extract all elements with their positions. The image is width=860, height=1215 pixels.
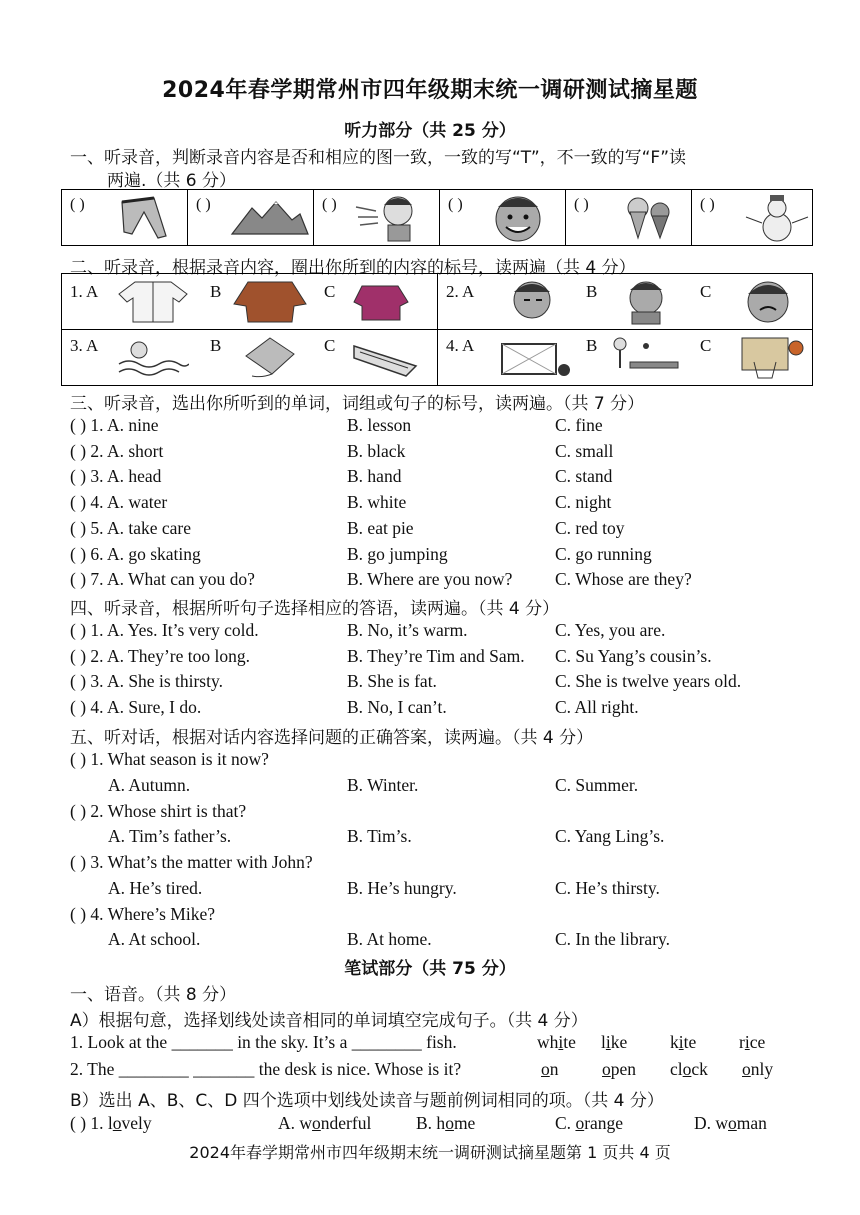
word-option[interactable]: kite bbox=[670, 1032, 697, 1052]
writing1-heading: 一、语音。（共 8 分） bbox=[70, 985, 237, 1005]
question-item[interactable]: ( ) 2. A. They’re too long. bbox=[70, 645, 250, 666]
choice-option[interactable]: B. At home. bbox=[347, 929, 432, 950]
word-option[interactable]: only bbox=[742, 1059, 774, 1079]
answer-blank[interactable]: ( ) bbox=[448, 196, 463, 213]
part2-q2-cell bbox=[438, 274, 813, 330]
choice-option[interactable]: B. No, it’s warm. bbox=[347, 620, 468, 640]
choice-option[interactable]: B. go jumping bbox=[347, 543, 448, 564]
choice-option[interactable]: C. All right. bbox=[555, 697, 639, 718]
option-label[interactable]: C bbox=[700, 336, 712, 355]
option-label[interactable]: C bbox=[700, 282, 712, 301]
part1-cell-2 bbox=[188, 190, 314, 246]
choice-option[interactable]: C. Whose are they? bbox=[555, 569, 692, 590]
kite-icon bbox=[232, 334, 308, 380]
choice-option[interactable]: C. fine bbox=[555, 415, 603, 435]
word-option[interactable]: rice bbox=[739, 1032, 766, 1052]
smiling-face-icon bbox=[486, 193, 550, 243]
choice-option[interactable]: C. night bbox=[555, 492, 612, 513]
choice-option[interactable]: C. red toy bbox=[555, 517, 625, 538]
question-item[interactable]: ( ) 2. Whose shirt is that? bbox=[70, 800, 247, 821]
part2-q3-cell bbox=[62, 330, 438, 386]
phonics-b-option-a[interactable]: A. wonderful bbox=[278, 1113, 372, 1133]
choice-option[interactable]: C. small bbox=[555, 440, 614, 461]
question-item[interactable]: ( ) 5. A. take care bbox=[70, 517, 191, 538]
option-label[interactable]: C bbox=[324, 336, 336, 355]
word-option[interactable]: clock bbox=[670, 1059, 708, 1079]
option-label[interactable]: 1. A bbox=[70, 282, 99, 301]
choice-option[interactable]: B. hand bbox=[347, 466, 402, 487]
option-label[interactable]: B bbox=[210, 336, 222, 355]
thirsty-boy-icon bbox=[724, 276, 810, 326]
question-item[interactable]: ( ) 4. Where’s Mike? bbox=[70, 903, 215, 924]
choice-option[interactable]: C. go running bbox=[555, 543, 652, 564]
part1-heading: 一、听录音，判断录音内容是否和相应的图一致，一致的写“T”，不一致的写“F”读 bbox=[70, 148, 687, 168]
part1-picture-table bbox=[61, 189, 813, 246]
listening-section-header: 听力部分（共 25 分） bbox=[344, 121, 516, 141]
part2-q1-cell bbox=[62, 274, 438, 330]
question-item[interactable]: ( ) 1. A. Yes. It’s very cold. bbox=[70, 620, 259, 640]
part2-picture-table bbox=[61, 273, 813, 386]
phonics-sentence-1: 1. Look at the _______ in the sky. It’s a ________ fish. bbox=[70, 1032, 457, 1052]
phonics-sentence-2: 2. The ________ _______ the desk is nice. Whose is it? bbox=[70, 1059, 462, 1079]
choice-option[interactable]: B. He’s hungry. bbox=[347, 877, 457, 898]
question-item[interactable]: ( ) 1. A. nine bbox=[70, 415, 159, 435]
question-item[interactable]: ( ) 7. A. What can you do? bbox=[70, 569, 255, 590]
choice-option[interactable]: C. stand bbox=[555, 466, 613, 487]
sweater-icon bbox=[350, 282, 412, 324]
choice-option[interactable]: B. They’re Tim and Sam. bbox=[347, 645, 525, 666]
choice-option[interactable]: B. black bbox=[347, 440, 406, 461]
word-option[interactable]: like bbox=[601, 1032, 628, 1052]
snowman-icon bbox=[742, 193, 812, 243]
option-label[interactable]: B bbox=[586, 282, 598, 301]
word-option[interactable]: white bbox=[537, 1032, 576, 1052]
question-item[interactable]: ( ) 4. A. Sure, I do. bbox=[70, 697, 202, 718]
coat-icon bbox=[232, 278, 308, 324]
option-label[interactable]: C bbox=[324, 282, 336, 301]
choice-option[interactable]: B. white bbox=[347, 492, 407, 513]
part5-heading: 五、听对话，根据对话内容选择问题的正确答案，读两遍。（共 4 分） bbox=[70, 728, 594, 748]
part3-heading: 三、听录音，选出你所听到的单词，词组或句子的标号，读两遍。（共 7 分） bbox=[70, 394, 645, 414]
part4-heading: 四、听录音，根据所听句子选择相应的答语，读两遍。（共 4 分） bbox=[70, 599, 560, 619]
answer-blank[interactable]: ( ) bbox=[196, 196, 211, 213]
choice-option[interactable]: B. eat pie bbox=[347, 517, 414, 538]
part1-cell-6 bbox=[692, 190, 813, 246]
choice-option[interactable]: B. She is fat. bbox=[347, 671, 437, 692]
option-label[interactable]: 2. A bbox=[446, 282, 475, 301]
choice-option[interactable]: B. Where are you now? bbox=[347, 569, 513, 590]
phonics-b-option-b[interactable]: B. home bbox=[416, 1113, 476, 1133]
question-item[interactable]: ( ) 4. A. water bbox=[70, 492, 168, 513]
writing1-subA: A）根据句意，选择划线处读音相同的单词填空完成句子。（共 4 分） bbox=[70, 1011, 588, 1031]
choice-option[interactable]: B. lesson bbox=[347, 415, 412, 435]
choice-option[interactable]: C. Yang Ling’s. bbox=[555, 826, 665, 847]
swimming-icon bbox=[117, 336, 189, 380]
option-label[interactable]: B bbox=[210, 282, 222, 301]
part1-cell-4 bbox=[440, 190, 566, 246]
choice-option[interactable]: B. No, I can’t. bbox=[347, 697, 447, 718]
choice-option[interactable]: A. Tim’s father’s. bbox=[108, 826, 232, 847]
ice-cream-icon bbox=[622, 194, 678, 242]
question-item[interactable]: ( ) 3. A. head bbox=[70, 466, 162, 487]
word-option[interactable]: open bbox=[602, 1059, 637, 1079]
boat-icon bbox=[350, 336, 420, 380]
writing1-subB: B）选出 A、B、C、D 四个选项中划线处读音与题前例词相同的项。（共 4 分） bbox=[70, 1091, 664, 1111]
trousers-icon bbox=[114, 196, 174, 240]
page-footer: 2024年春学期常州市四年级期末统一调研测试摘星题第 1 页共 4 页 bbox=[189, 1143, 671, 1162]
mountains-icon bbox=[230, 198, 310, 238]
part1-cell-5 bbox=[566, 190, 692, 246]
tired-boy-icon bbox=[490, 276, 574, 326]
answer-blank[interactable]: ( ) bbox=[322, 196, 337, 213]
page-title: 2024年春学期常州市四年级期末统一调研测试摘星题 bbox=[162, 78, 698, 103]
choice-option[interactable]: B. Tim’s. bbox=[347, 826, 412, 847]
choice-option[interactable]: A. He’s tired. bbox=[108, 877, 203, 898]
answer-blank[interactable]: ( ) bbox=[574, 196, 589, 213]
phonics-b-option-c[interactable]: C. orange bbox=[555, 1113, 624, 1133]
shirt-icon bbox=[117, 278, 189, 324]
question-item[interactable]: ( ) 1. What season is it now? bbox=[70, 749, 269, 769]
choice-option[interactable]: C. Su Yang’s cousin’s. bbox=[555, 645, 712, 666]
question-item[interactable]: ( ) 3. What’s the matter with John? bbox=[70, 852, 313, 872]
phonics-b-question-1: ( ) 1. lovely bbox=[70, 1113, 152, 1133]
choice-option[interactable]: A. At school. bbox=[108, 929, 201, 950]
option-label[interactable]: 4. A bbox=[446, 336, 475, 355]
phonics-b-option-d[interactable]: D. woman bbox=[694, 1113, 767, 1133]
football-goal-icon bbox=[498, 336, 574, 380]
word-option[interactable]: on bbox=[541, 1059, 559, 1079]
option-label[interactable]: B bbox=[586, 336, 598, 355]
question-item[interactable]: ( ) 2. A. short bbox=[70, 440, 164, 461]
part2-heading: 二、听录音，根据录音内容，圈出你所到的内容的标号，读两遍（共 4 分） bbox=[70, 258, 636, 278]
choice-option[interactable]: C. She is twelve years old. bbox=[555, 671, 742, 692]
answer-blank[interactable]: ( ) bbox=[700, 196, 715, 213]
option-label[interactable]: 3. A bbox=[70, 336, 99, 355]
basketball-hoop-icon bbox=[736, 334, 806, 380]
cold-boy-icon bbox=[352, 193, 436, 243]
hungry-boy-icon bbox=[608, 276, 686, 326]
choice-option[interactable]: C. Summer. bbox=[555, 774, 639, 795]
part1-cell-1 bbox=[62, 190, 188, 246]
choice-option[interactable]: B. Winter. bbox=[347, 774, 419, 795]
choice-option[interactable]: C. He’s thirsty. bbox=[555, 877, 660, 898]
question-item[interactable]: ( ) 6. A. go skating bbox=[70, 543, 201, 564]
part1-cell-3 bbox=[314, 190, 440, 246]
choice-option[interactable]: A. Autumn. bbox=[108, 774, 191, 795]
choice-option[interactable]: C. Yes, you are. bbox=[555, 620, 666, 640]
question-item[interactable]: ( ) 3. A. She is thirsty. bbox=[70, 671, 223, 692]
table-tennis-icon bbox=[606, 334, 682, 380]
writing-section-header: 笔试部分（共 75 分） bbox=[344, 959, 516, 979]
choice-option[interactable]: C. In the library. bbox=[555, 929, 671, 950]
part1-heading-cont: 两遍.（共 6 分） bbox=[107, 171, 237, 191]
answer-blank[interactable]: ( ) bbox=[70, 196, 85, 213]
part2-q4-cell bbox=[438, 330, 813, 386]
